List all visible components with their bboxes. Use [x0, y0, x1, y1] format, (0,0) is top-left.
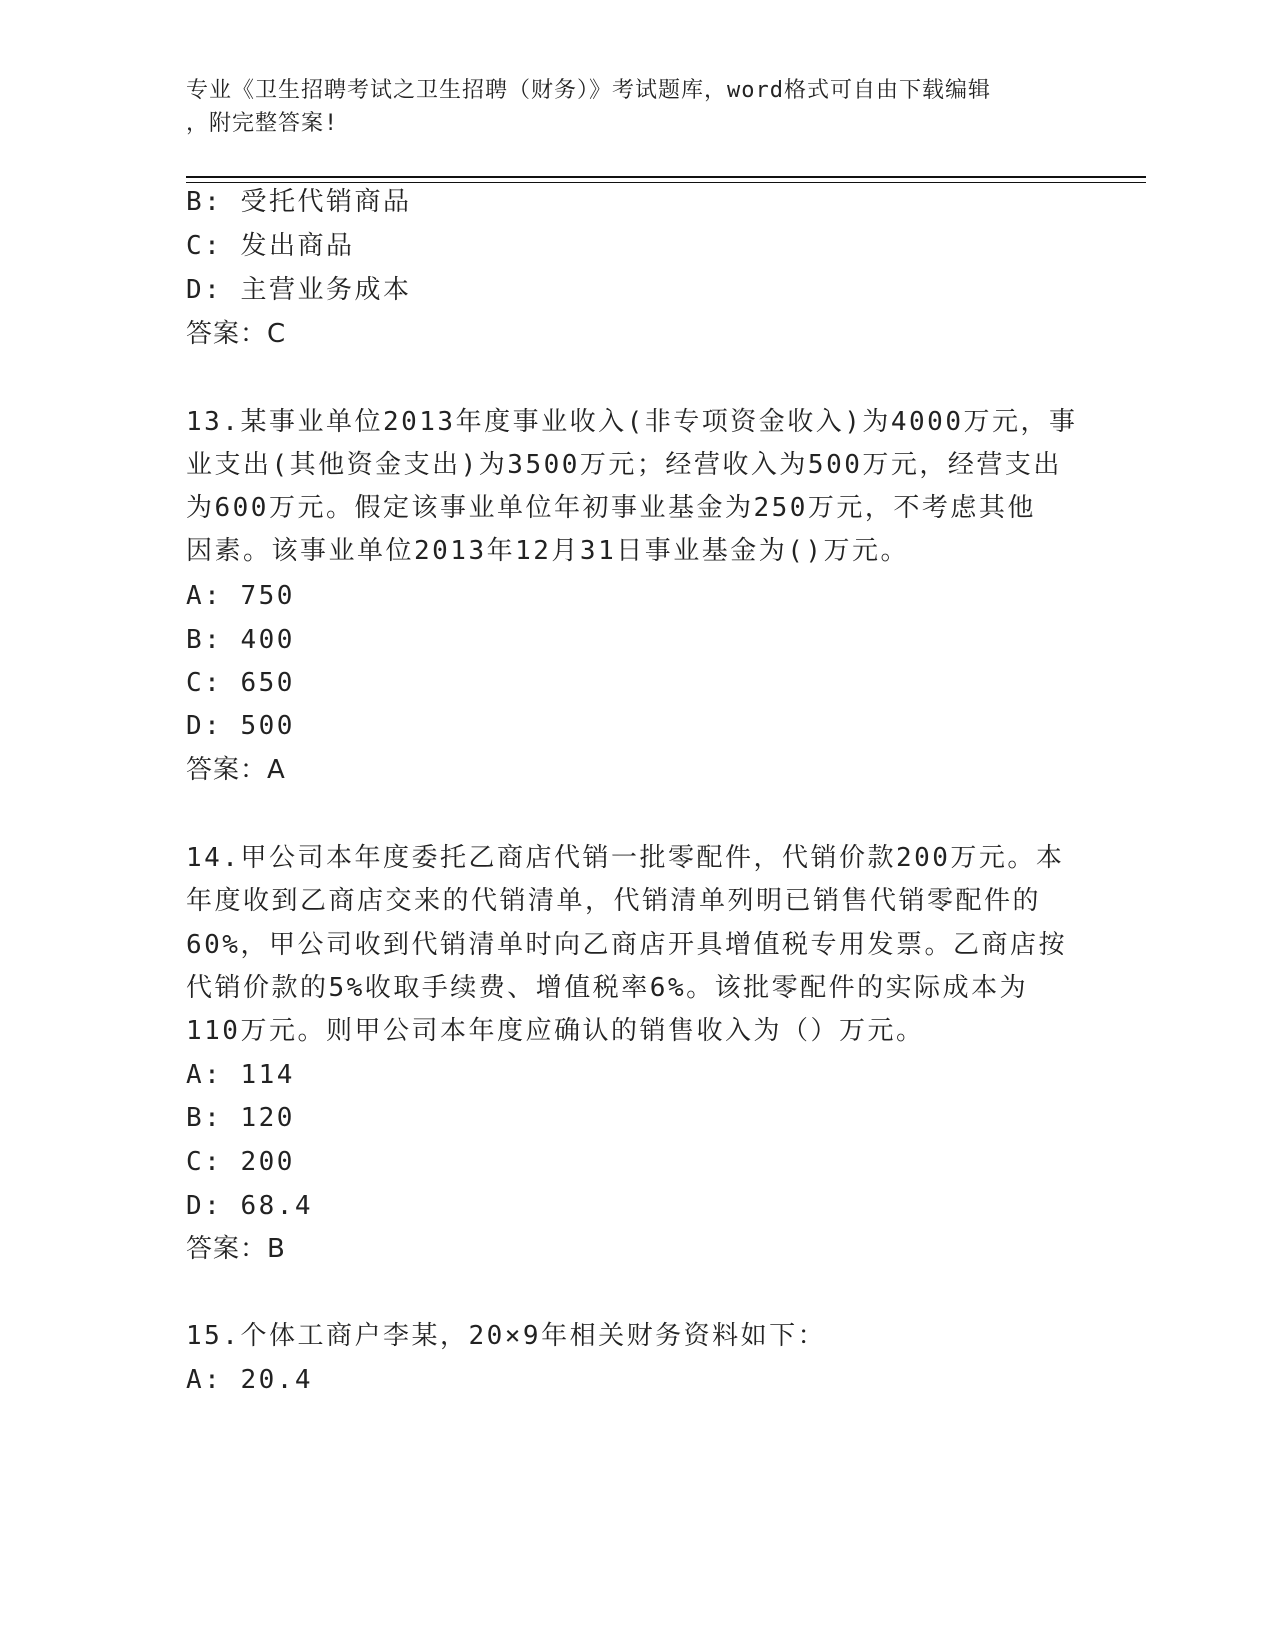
header-rule-thick: [186, 176, 1146, 178]
question-14-line-3: 60%，甲公司收到代销清单时向乙商店开具增值税专用发票。乙商店按: [186, 930, 1067, 960]
question-14-line-5: 110万元。则甲公司本年度应确认的销售收入为（）万元。: [186, 1016, 925, 1046]
option-d: D: 500: [186, 711, 295, 741]
option-a: A: 750: [186, 581, 295, 611]
question-13-line-1: 13.某事业单位2013年度事业收入(非专项资金收入)为4000万元，事: [186, 407, 1078, 437]
question-14-line-4: 代销价款的5%收取手续费、增值税率6%。该批零配件的实际成本为: [186, 973, 1029, 1003]
option-b: B: 400: [186, 625, 295, 655]
question-14-line-2: 年度收到乙商店交来的代销清单，代销清单列明已销售代销零配件的: [186, 886, 1042, 916]
option-d: D: 68.4: [186, 1191, 314, 1221]
answer: 答案：C: [186, 319, 287, 349]
header-line-2: ，附完整答案!: [186, 111, 339, 136]
option-c: C: 650: [186, 668, 295, 698]
question-13-line-2: 业支出(其他资金支出)为3500万元；经营收入为500万元，经营支出: [186, 450, 1062, 480]
option-d: D: 主营业务成本: [186, 275, 412, 305]
document-header: [186, 74, 1066, 140]
option-b: B: 受托代销商品: [186, 187, 412, 217]
option-c: C: 发出商品: [186, 231, 355, 261]
option-a: A: 20.4: [186, 1365, 314, 1395]
question-15-line-1: 15.个体工商户李某，20×9年相关财务资料如下：: [186, 1321, 827, 1351]
question-14-line-1: 14.甲公司本年度委托乙商店代销一批零配件，代销价款200万元。本: [186, 843, 1065, 873]
option-b: B: 120: [186, 1103, 295, 1133]
question-13-line-3: 为600万元。假定该事业单位年初事业基金为250万元，不考虑其他: [186, 493, 1036, 523]
answer: 答案：B: [186, 1234, 286, 1264]
option-c: C: 200: [186, 1147, 295, 1177]
header-line-1: 专业《卫生招聘考试之卫生招聘（财务）》考试题库，word格式可自由下载编辑: [186, 78, 991, 103]
answer: 答案：A: [186, 755, 286, 785]
header-rule-thin: [186, 182, 1146, 183]
question-13-line-4: 因素。该事业单位2013年12月31日事业基金为()万元。: [186, 536, 910, 566]
option-a: A: 114: [186, 1060, 295, 1090]
